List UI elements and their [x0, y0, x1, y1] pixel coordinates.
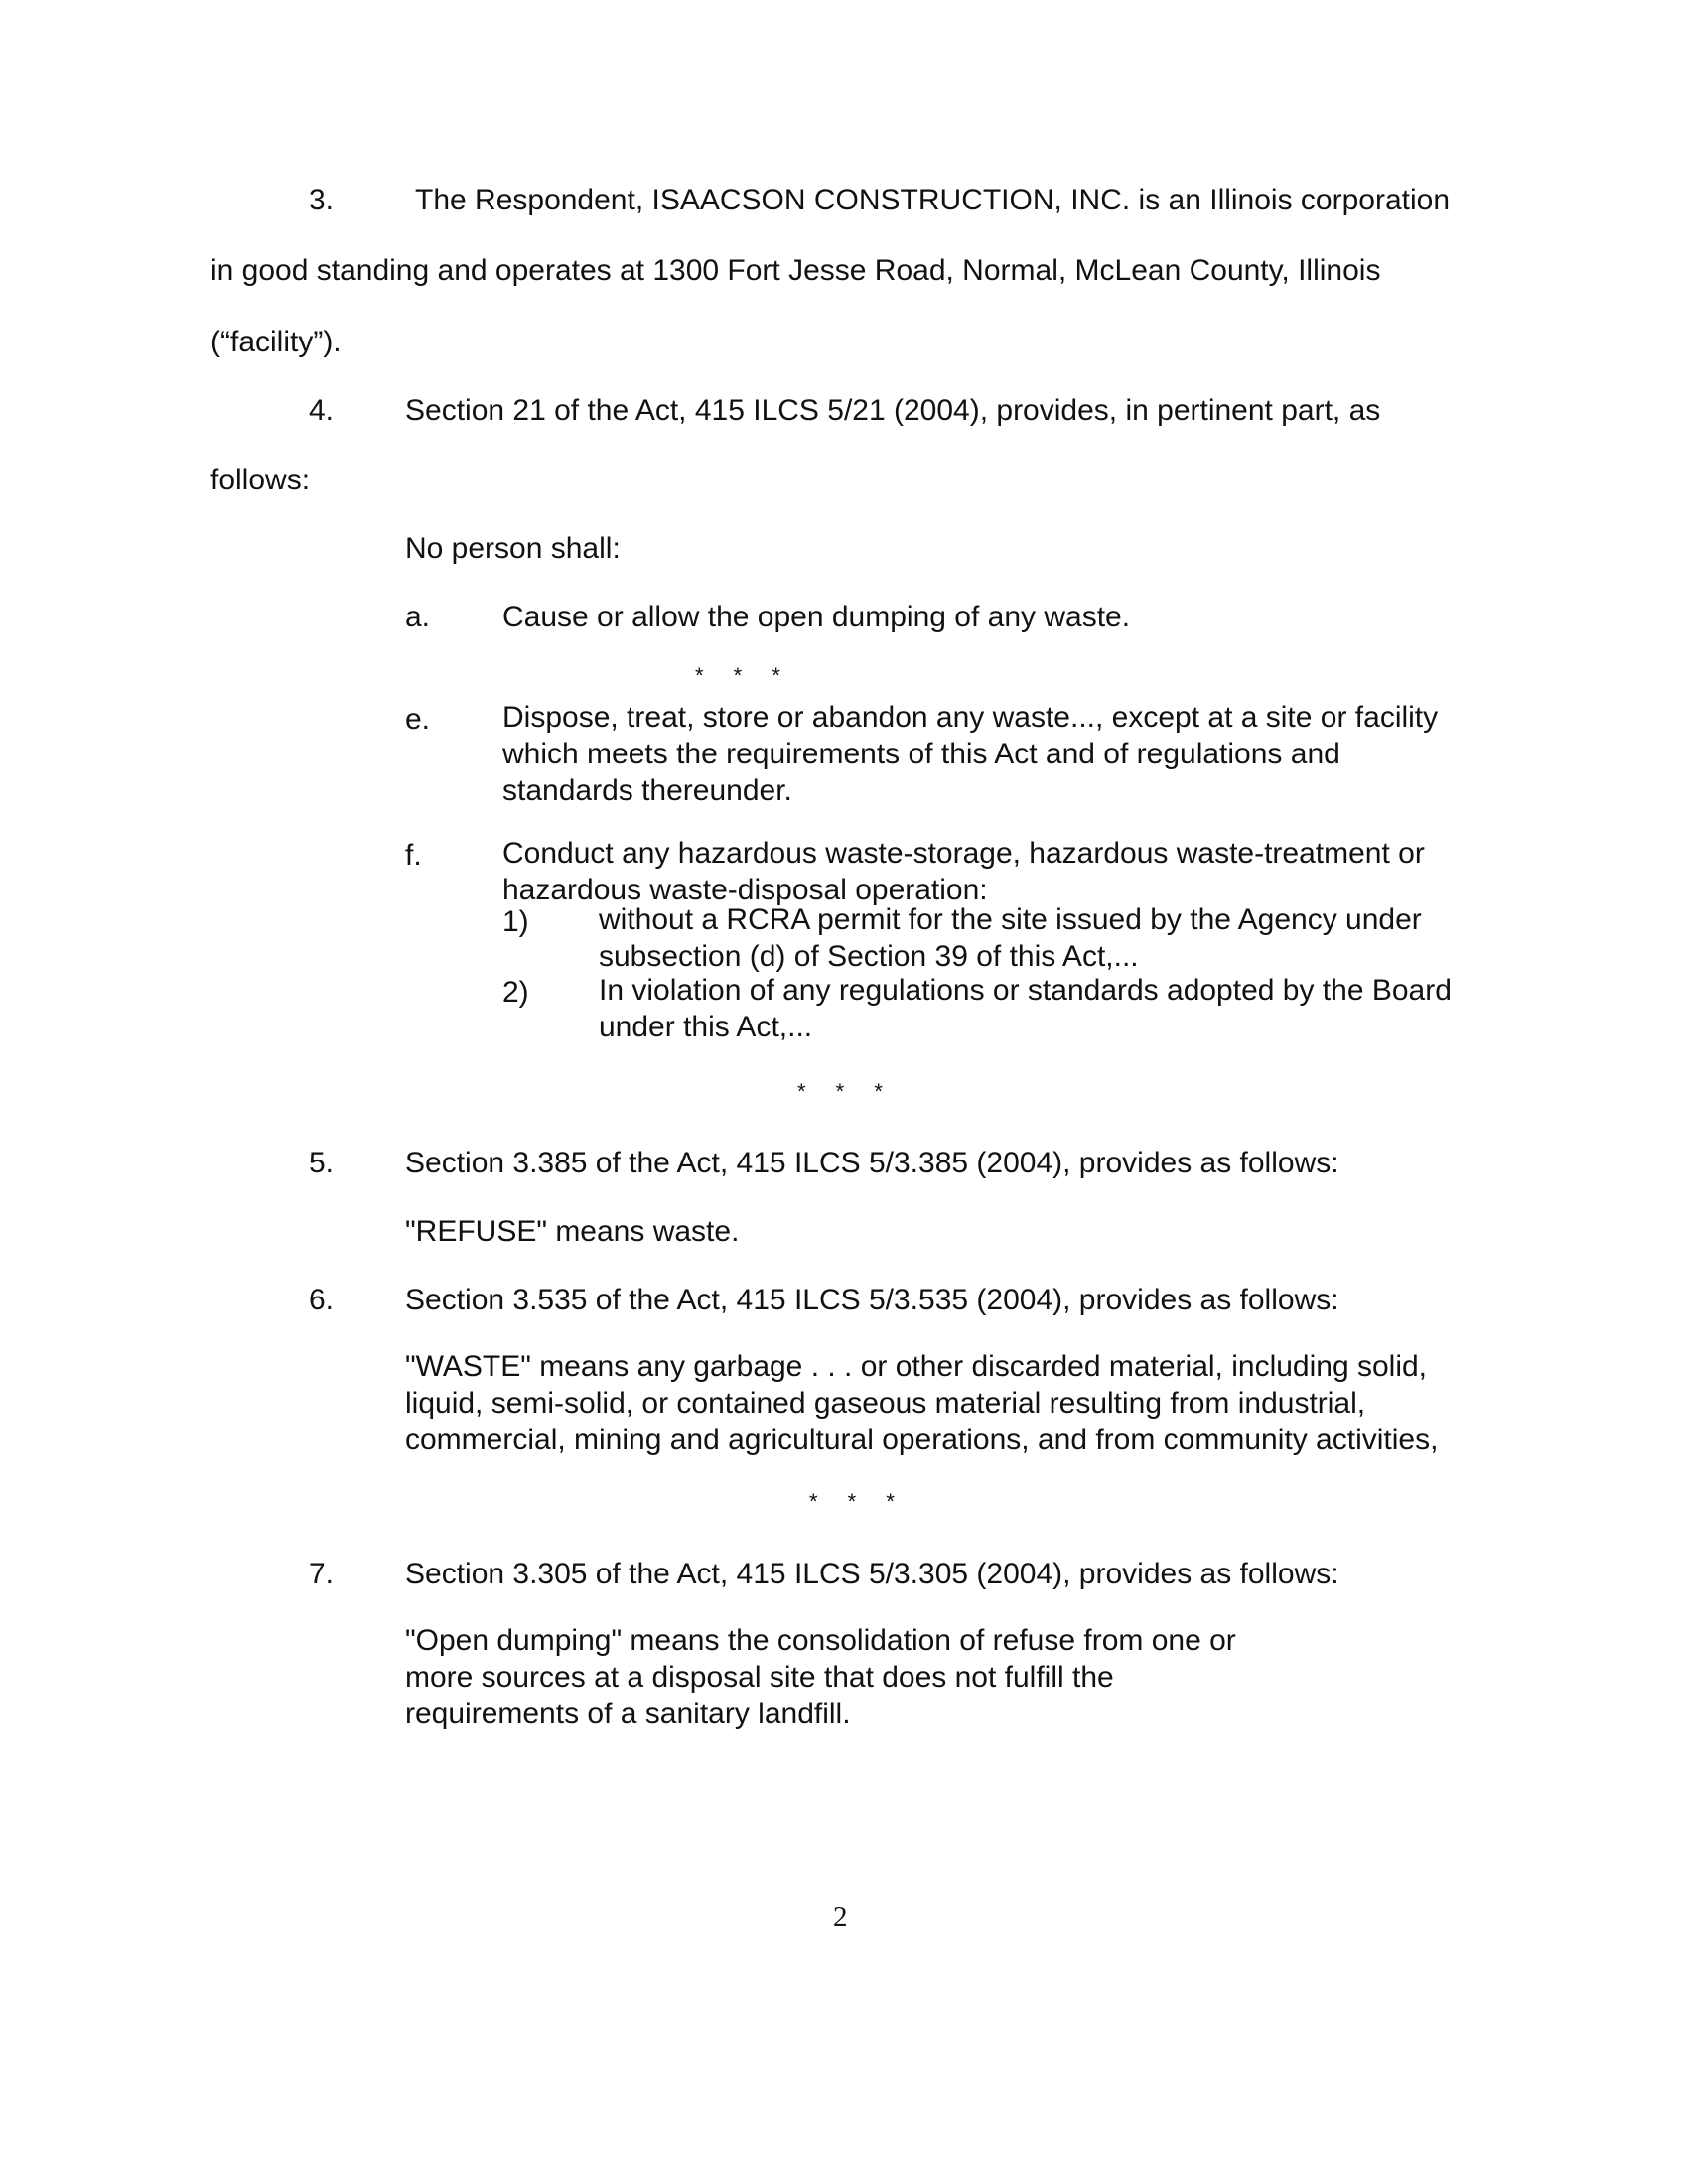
item-f-text: Conduct any hazardous waste-storage, hazardous waste-treatment or hazardous waste-disposal operation: — [502, 837, 1425, 906]
paragraph-7-number: 7. — [309, 1558, 335, 1590]
item-e-text: Dispose, treat, store or abandon any waste..., except at a site or facility which meets the requirements of this Act and of regulations and standards thereunder. — [502, 701, 1439, 807]
paragraph-7-text: Section 3.305 of the Act, 415 ILCS 5/3.305 (2004), provides as follows: — [405, 1558, 1339, 1590]
item-e-label: e. — [405, 703, 431, 736]
section-separator: * * * — [797, 1079, 895, 1104]
subitem-1-text: without a RCRA permit for the site issued by the Agency under subsection (d) of Section 39 of this Act,... — [599, 903, 1422, 973]
open-dumping-definition: "Open dumping" means the consolidation of refuse from one or more sources at a disposal site that does not fulfill the requirements of a sanitary landfill. — [405, 1624, 1236, 1730]
paragraph-3-line-2: in good standing and operates at 1300 Fort Jesse Road, Normal, McLean County, Illinois — [210, 254, 1381, 287]
paragraph-4-number: 4. — [309, 394, 335, 427]
subitem-1-label: 1) — [502, 905, 529, 938]
paragraph-4-line-2: follows: — [210, 464, 311, 496]
refuse-definition: "REFUSE" means waste. — [405, 1215, 740, 1248]
paragraph-4-line-1: Section 21 of the Act, 415 ILCS 5/21 (2004), provides, in pertinent part, as — [405, 394, 1381, 427]
waste-definition: "WASTE" means any garbage . . . or other discarded material, including solid, liquid, semi-solid, or contained gaseous material resulting from industrial, commercial, mining and agricultural operations, and from community activities, — [405, 1350, 1439, 1456]
page-number: 2 — [833, 1901, 848, 1933]
paragraph-3-number: 3. — [309, 184, 335, 216]
item-a-text: Cause or allow the open dumping of any waste. — [502, 601, 1131, 633]
paragraph-3-line-1: The Respondent, ISAACSON CONSTRUCTION, INC. is an Illinois corporation — [415, 184, 1451, 216]
section-separator: * * * — [695, 663, 792, 688]
no-person-shall-intro: No person shall: — [405, 532, 621, 565]
paragraph-6-text: Section 3.535 of the Act, 415 ILCS 5/3.535 (2004), provides as follows: — [405, 1284, 1339, 1316]
subitem-2-label: 2) — [502, 976, 529, 1009]
item-a-label: a. — [405, 601, 431, 633]
section-separator: * * * — [809, 1489, 907, 1514]
subitem-2-text: In violation of any regulations or standards adopted by the Board under this Act,... — [599, 974, 1452, 1043]
paragraph-3-line-3: (“facility”). — [210, 326, 342, 358]
item-f-label: f. — [405, 839, 422, 872]
paragraph-5-number: 5. — [309, 1147, 335, 1179]
paragraph-5-text: Section 3.385 of the Act, 415 ILCS 5/3.385 (2004), provides as follows: — [405, 1147, 1339, 1179]
paragraph-6-number: 6. — [309, 1284, 335, 1316]
